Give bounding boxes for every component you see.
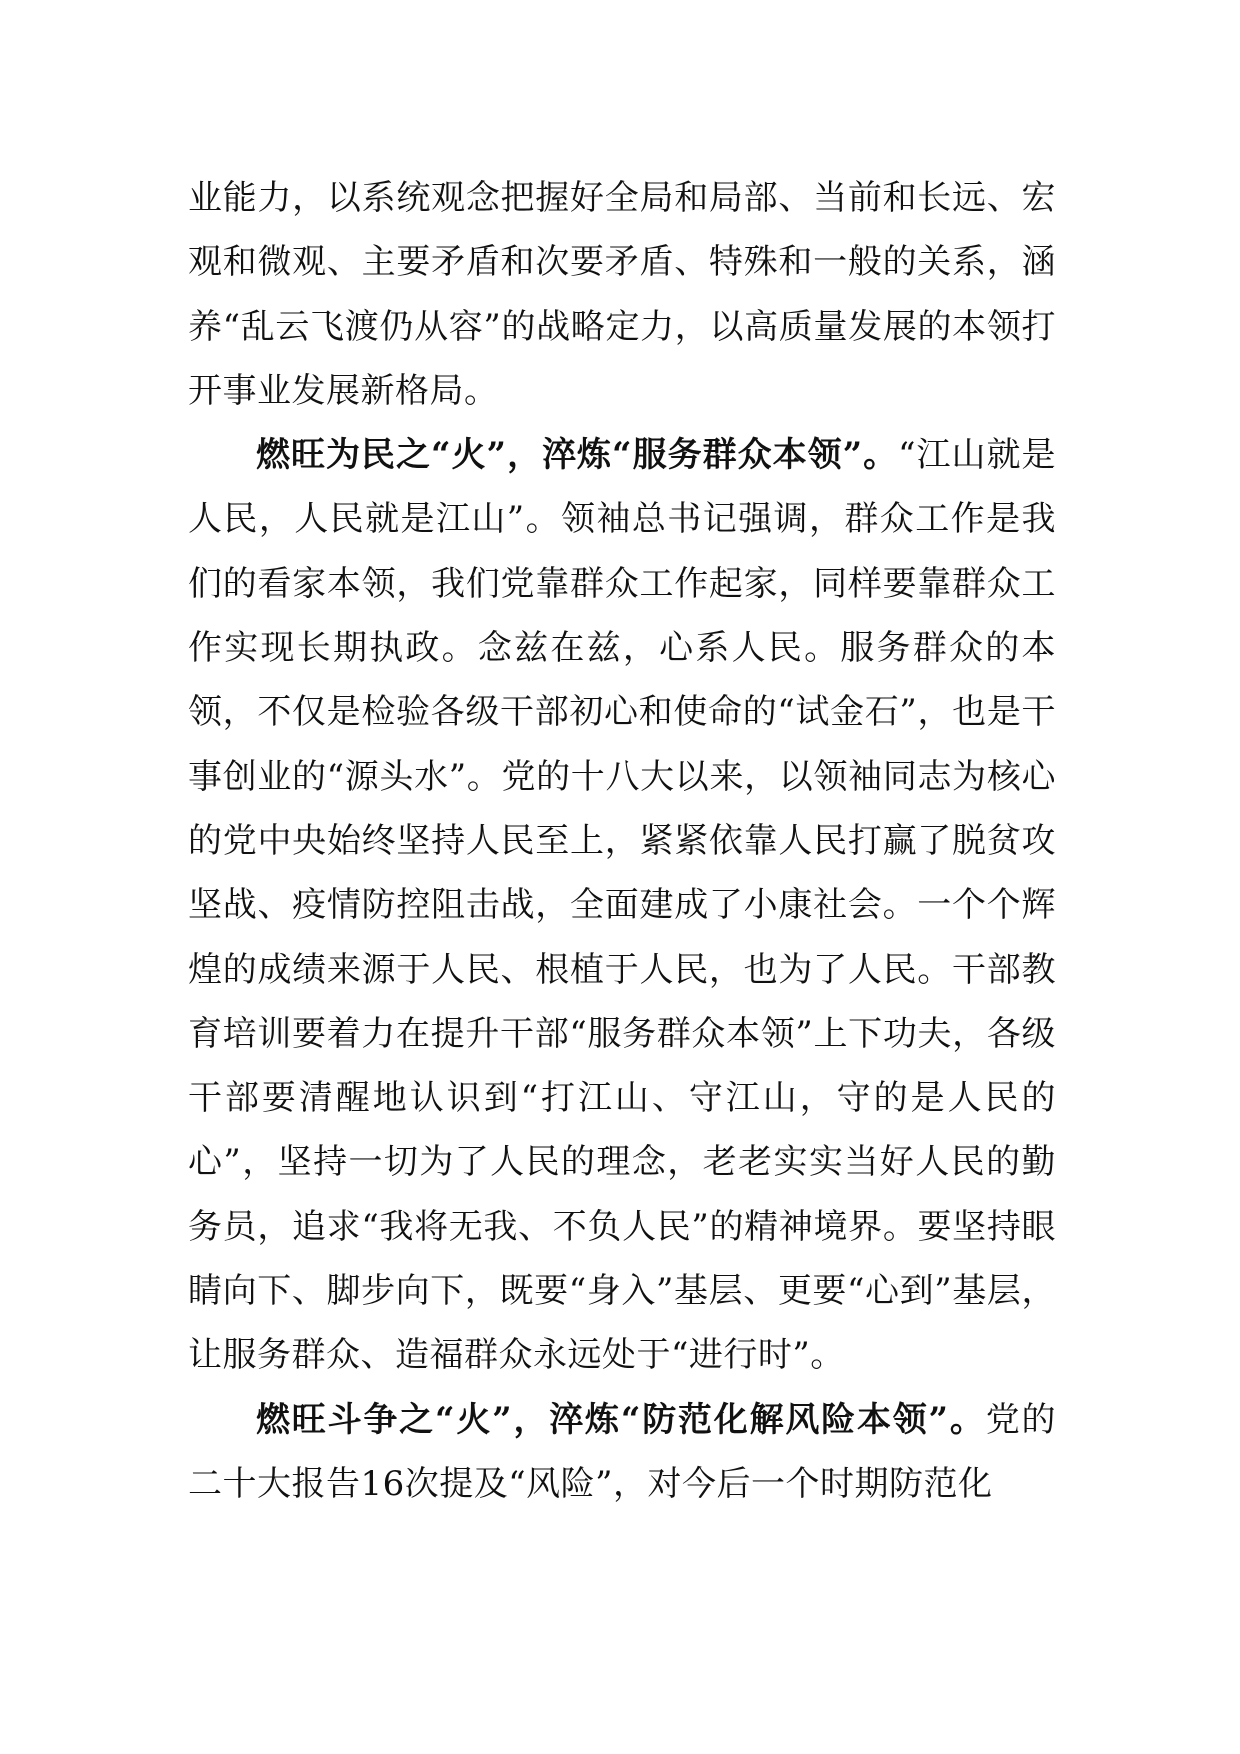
paragraph-3 (188, 1388, 1056, 1517)
paragraph-1-body: 业能力，以系统观念把握好全局和局部、当前和长远、宏观和微观、主要矛盾和次要矛盾、特殊和一般的关系，涵养“乱云飞渡仍从容”的战略定力，以高质量发展的本领打开事业发展新格局。 (188, 178, 1056, 411)
document-body (188, 166, 1056, 1516)
paragraph-2-lead: 燃旺为民之“火”，淬炼“服务群众本领”。 (256, 435, 899, 476)
paragraph-1 (188, 166, 1056, 423)
paragraph-2 (188, 423, 1056, 1387)
paragraph-2-body: “江山就是人民，人民就是江山”。领袖总书记强调，群众工作是我们的看家本领，我们党靠群众工作起家，同样要靠群众工作实现长期执政。念兹在兹，心系人民。服务群众的本领，不仅是检验各级干部初心和使命的“试金石”，也是干事创业的“源头水”。党的十八大以来，以领袖同志为核心的党中央始终坚持人民至上，紧紧依靠人民打赢了脱贫攻坚战、疫情防控阻击战，全面建成了小康社会。一个个辉煌的成绩来源于人民、根植于人民，也为了人民。干部教育培训要着力在提升干部“服务群众本领”上下功夫，各级干部要清醒地认识到“打江山、守江山，守的是人民的心”，坚持一切为了人民的理念，老老实实当好人民的勤务员，追求“我将无我、不负人民”的精神境界。要坚持眼睛向下、脚步向下，既要“身入”基层、更要“心到”基层，让服务群众、造福群众永远处于“进行时”。 (188, 435, 1056, 1376)
paragraph-3-lead: 燃旺斗争之“火”，淬炼“防范化解风险本领”。 (256, 1399, 986, 1440)
paragraph-3-body: 党的二十大报告16次提及“风险”，对今后一个时期防范化 (188, 1399, 1056, 1504)
